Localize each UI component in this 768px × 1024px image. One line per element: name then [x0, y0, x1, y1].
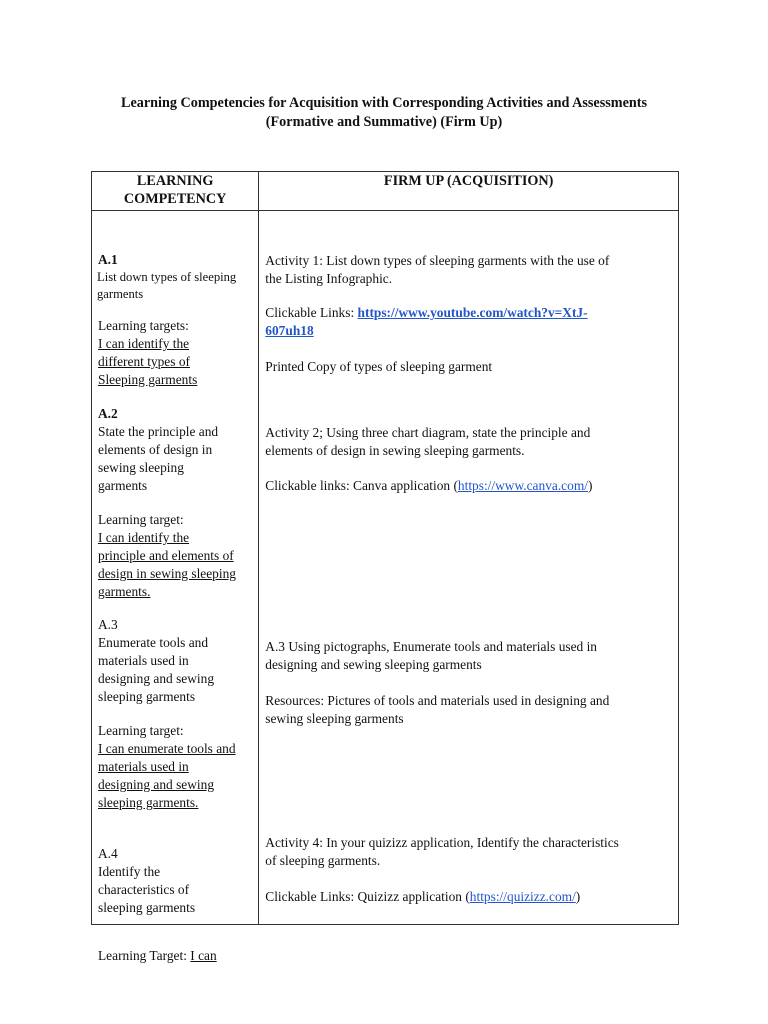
a2-desc-line-3: sewing sleeping: [98, 460, 184, 475]
header-right-text: FIRM UP (ACQUISITION): [383, 173, 554, 189]
a3-desc-line-4: sleeping garments: [98, 689, 196, 704]
a3-desc-line-1: Enumerate tools and: [98, 635, 209, 650]
a3-desc-line-3: designing and sewing: [98, 671, 215, 686]
a4-target-line: [98, 947, 217, 965]
competency-table: [91, 171, 679, 963]
act2-line-1: Activity 2; Using three chart diagram, state the principle and: [265, 425, 591, 440]
competency-cell: [92, 211, 259, 963]
a2-desc-line-2: elements of design in: [98, 442, 213, 457]
act2-close-paren: ): [587, 478, 593, 493]
header-left-line-1: LEARNING: [136, 173, 214, 189]
youtube-link[interactable]: https://www.youtube.com/watch?v=XtJ-: [357, 305, 588, 320]
title-line-2: (Formative and Summative) (Firm Up): [265, 114, 503, 130]
a1-desc-line-2: garments: [97, 287, 144, 301]
a3-target-line-3: designing and sewing: [98, 777, 215, 792]
document-title: [60, 94, 708, 132]
act3-resources-line-2: sewing sleeping garments: [265, 711, 404, 726]
youtube-link-continued[interactable]: 607uh18: [265, 323, 314, 338]
act4-line-1: Activity 4: In your quizizz application, Identify the characteristics: [265, 835, 619, 850]
a3-target-line-1: I can enumerate tools and: [98, 741, 236, 756]
act2-links-line: [265, 477, 592, 495]
title-line-1: Learning Competencies for Acquisition with Corresponding Activities and Assessments: [120, 95, 648, 111]
act4-links-label: Clickable Links: Quizizz application (: [265, 889, 470, 904]
a2-desc-line-4: garments: [98, 478, 148, 493]
a2-code: A.2: [98, 406, 118, 421]
a4-target-label: Learning Target:: [98, 948, 187, 963]
act1-url-line-2: [265, 322, 313, 340]
a3-target-line-4: sleeping garments.: [98, 795, 199, 810]
table-header-row: [92, 172, 679, 211]
header-left-line-2: COMPETENCY: [123, 191, 227, 207]
act1-links-label: Clickable Links:: [265, 305, 355, 320]
act3-line-1: A.3 Using pictographs, Enumerate tools and materials used in: [265, 639, 598, 654]
a4-code: A.4: [98, 846, 118, 861]
header-firm-up: [259, 172, 679, 211]
a2-target-line-1: I can identify the: [98, 530, 190, 545]
a1-target-label: Learning targets:: [98, 318, 189, 333]
table-body-row: [92, 211, 679, 925]
a3-desc-line-2: materials used in: [98, 653, 189, 668]
a3-target-label: Learning target:: [98, 723, 184, 738]
act4-line-2: of sleeping garments.: [265, 853, 381, 868]
act3-line-2: designing and sewing sleeping garments: [265, 657, 482, 672]
a3-target-line-2: materials used in: [98, 759, 189, 774]
canva-link[interactable]: https://www.canva.com/: [457, 478, 588, 493]
a2-target-line-4: garments.: [98, 584, 151, 599]
act1-links-line: [265, 304, 587, 322]
a1-target-line-3: Sleeping garments: [98, 372, 198, 387]
a2-target-line-2: principle and elements of: [98, 548, 234, 563]
activity-cell: [259, 211, 679, 925]
act1-line-2: the Listing Infographic.: [265, 271, 393, 286]
act1-printed: Printed Copy of types of sleeping garment: [265, 359, 493, 374]
act1-line-1: Activity 1: List down types of sleeping garments with the use of: [265, 253, 610, 268]
act2-links-label: Clickable links: Canva application (: [265, 478, 458, 493]
a4-desc-line-2: characteristics of: [98, 882, 190, 897]
a4-desc-line-1: Identify the: [98, 864, 161, 879]
act2-line-2: elements of design in sewing sleeping garments.: [265, 443, 525, 458]
a3-code: A.3: [98, 617, 118, 632]
a4-target-partial: I can: [190, 948, 217, 963]
a2-target-line-3: design in sewing sleeping: [98, 566, 236, 581]
a4-desc-line-3: sleeping garments: [98, 900, 196, 915]
a1-desc-line-1: List down types of sleeping: [97, 270, 237, 284]
a1-code: A.1: [98, 252, 118, 267]
quizizz-link[interactable]: https://quizizz.com/: [469, 889, 576, 904]
act3-resources-line-1: Resources: Pictures of tools and materials used in designing and: [265, 693, 610, 708]
a1-target-line-1: I can identify the: [98, 336, 190, 351]
header-learning-competency: [92, 172, 259, 211]
a2-desc-line-1: State the principle and: [98, 424, 219, 439]
a1-target-line-2: different types of: [98, 354, 190, 369]
act4-links-line: [265, 888, 580, 906]
act4-close-paren: ): [575, 889, 581, 904]
a2-target-label: Learning target:: [98, 512, 184, 527]
